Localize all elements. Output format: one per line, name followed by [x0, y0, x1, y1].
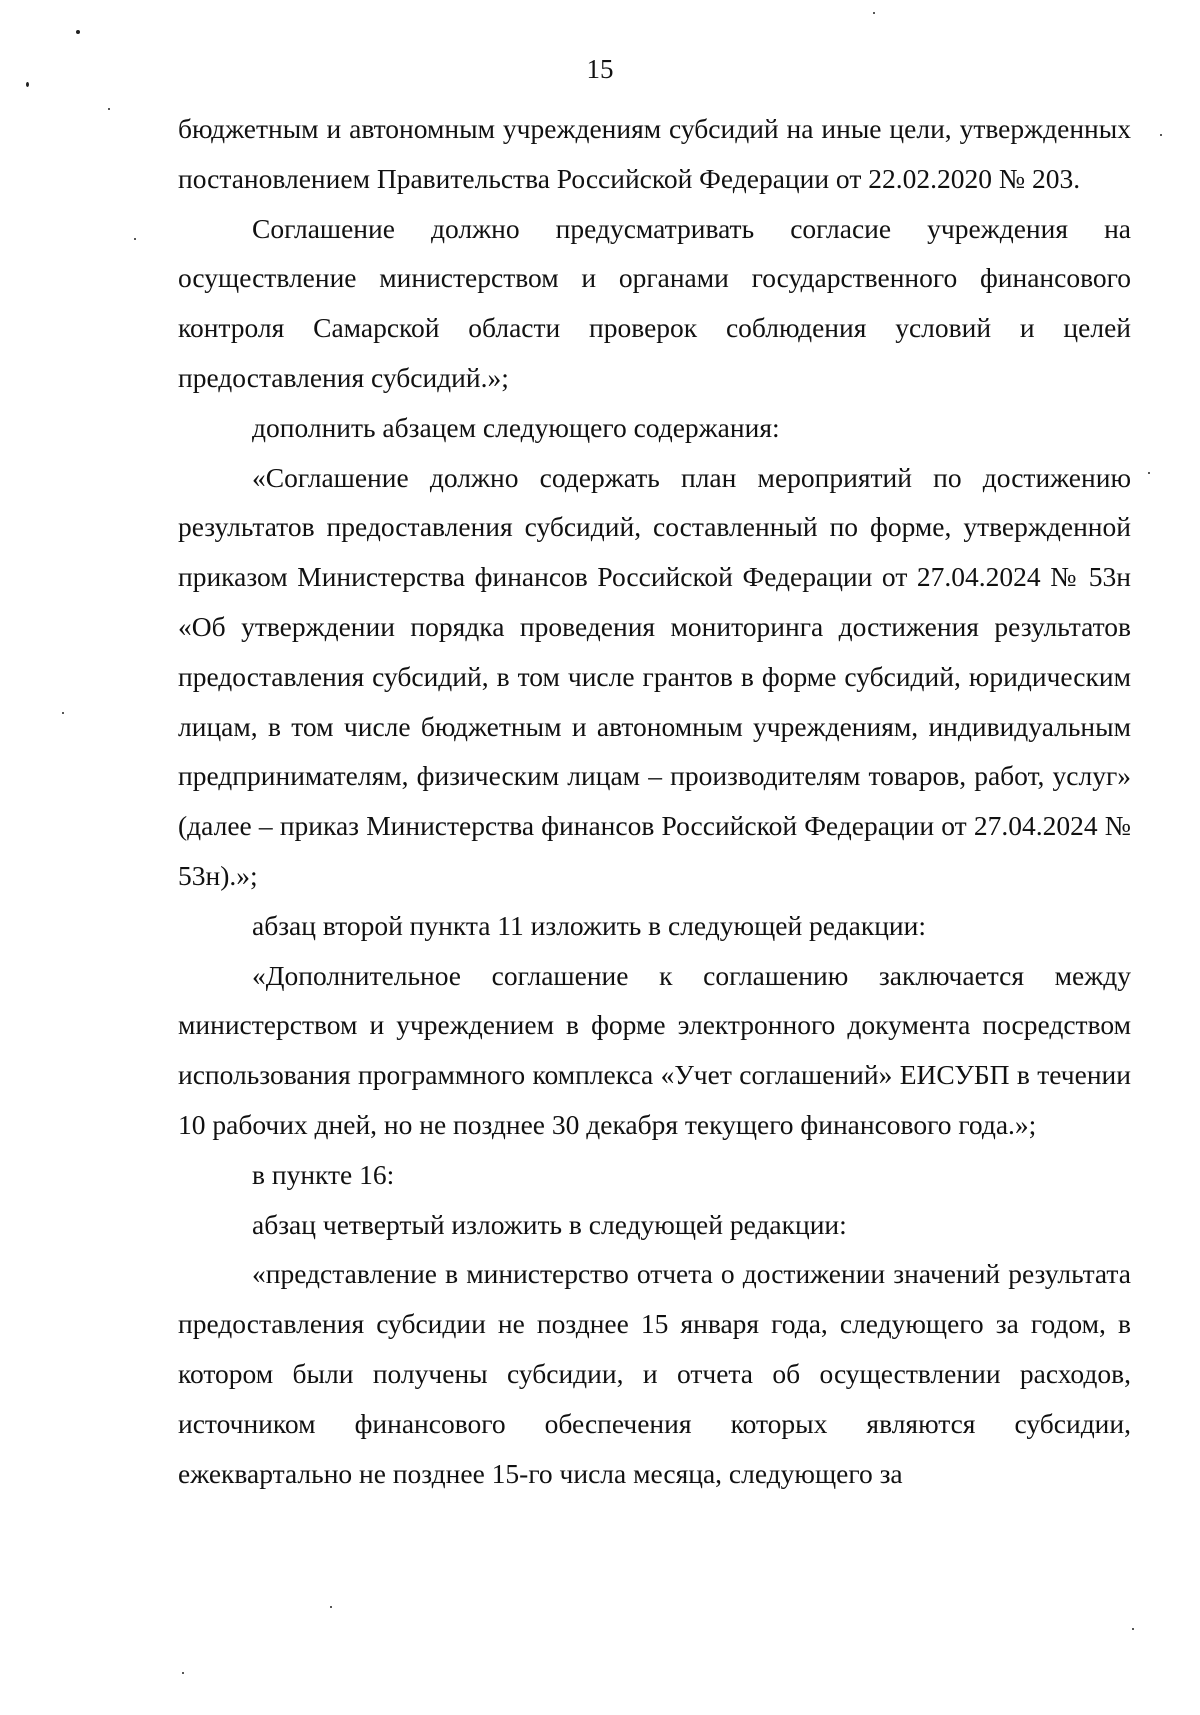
scan-speck	[330, 1606, 332, 1608]
paragraph-2: Соглашение должно предусматривать согласие учреждения на осуществление министерством и органами государственного финансового контроля Самарской области проверок соблюдения условий и целей предоставления субсидий.»;	[178, 212, 1131, 393]
paragraph-8: абзац четвертый изложить в следующей редакции:	[252, 1208, 847, 1240]
paragraph-3: дополнить абзацем следующего содержания:	[252, 411, 780, 443]
page-number: 15	[586, 54, 614, 84]
scan-speck	[134, 238, 136, 240]
scan-speck	[182, 1672, 184, 1674]
paragraph-9: «представление в министерство отчета о достижении значений результата предоставления субсидии не позднее 15 января года, следующего за годом, в котором были получены субсидии, и отчета об осуществлении расходов, источником финансового обеспечения которых являются субсидии, ежеквартально не позднее 15-го числа месяца, следующего за	[178, 1258, 1131, 1489]
paragraph-1: бюджетным и автономным учреждениям субсидий на иные цели, утвержденных постановлением Правительства Российской Федерации от 22.02.2020 № 203.	[178, 113, 1131, 194]
scan-speck	[1160, 134, 1162, 136]
paragraph-5: абзац второй пункта 11 изложить в следующей редакции:	[252, 909, 926, 941]
scan-speck	[108, 108, 110, 110]
scan-speck	[1132, 1628, 1134, 1630]
scan-speck	[76, 30, 80, 34]
scan-speck	[62, 712, 64, 714]
scan-speck	[1148, 472, 1150, 474]
paragraph-4: «Соглашение должно содержать план мероприятий по достижению результатов предоставления субсидий, составленный по форме, утвержденной приказом Министерства финансов Российской Федерации от 27.04.2024 № 53н «Об утверждении порядка проведения мониторинга достижения результатов предоставления субсидий, в том числе грантов в форме субсидий, юридическим лицам, в том числе бюджетным и автономным учреждениям, индивидуальным предпринимателям, физическим лицам – производителям товаров, работ, услуг» (далее – приказ Министерства финансов Российской Федерации от 27.04.2024 № 53н).»;	[178, 461, 1131, 891]
scan-speck	[26, 82, 29, 87]
document-body	[178, 104, 1131, 1498]
scan-speck	[873, 12, 875, 14]
paragraph-7: в пункте 16:	[252, 1158, 395, 1190]
paragraph-6: «Дополнительное соглашение к соглашению заключается между министерством и учреждением в форме электронного документа посредством использования программного комплекса «Учет соглашений» ЕИСУБП в течении 10 рабочих дней, но не позднее 30 декабря текущего финансового года.»;	[178, 959, 1131, 1140]
